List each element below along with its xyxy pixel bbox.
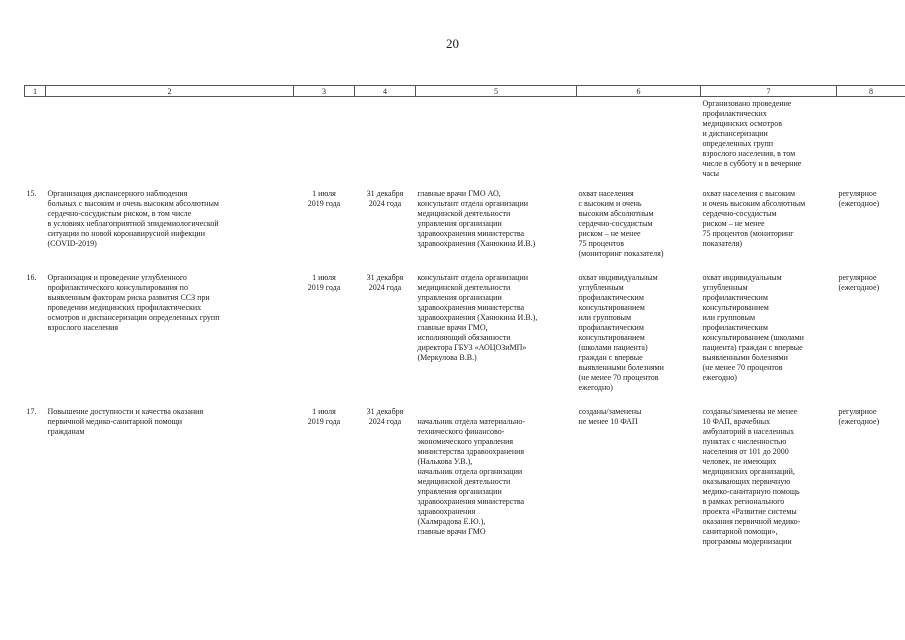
responsible-cell: начальник отдела материально- технического финансово- экономического управления министерства здравоохранения (Налькова У.В.), начальник отдела организации медицинской деятельности управления организации здравоохранения министерства здравоохранения (Халмрадова Е.Ю.), главные врачи ГМО xyxy=(417,417,526,536)
periodicity-cell: регулярное (ежегодное) xyxy=(838,407,880,426)
start-date-cell: 1 июля 2019 года xyxy=(307,273,341,292)
measure-cell: Организация и проведение углубленного профилактического консультирования по выявленным факторам риска развития ССЗ при проведении медицинских профилактических осмотров и диспансеризации определенных групп взрослого населения xyxy=(47,273,220,332)
start-date-cell: 1 июля 2019 года xyxy=(307,189,341,208)
column-header-4: 4 xyxy=(355,86,416,97)
row-number: 16. xyxy=(26,273,37,282)
measure-cell: Повышение доступности и качества оказания первичной медико-санитарной помощи гражданам xyxy=(47,407,204,436)
end-date-cell: 31 декабря 2024 года xyxy=(366,407,404,426)
end-date-cell: 31 декабря 2024 года xyxy=(366,189,404,208)
column-header-3: 3 xyxy=(294,86,355,97)
column-header-2: 2 xyxy=(46,86,294,97)
column-header-1: 1 xyxy=(25,86,46,97)
start-date-cell: 1 июля 2019 года xyxy=(307,407,341,426)
measures-table xyxy=(24,85,905,547)
indicator-cell: охват индивидуальным углубленным профилактическим консультированием или групповым профилактическим консультированием (школами пациента) граждан с впервые выявленными болезнями (не менее 70 процентов ежегодно) xyxy=(578,273,664,392)
responsible-cell: консультант отдела организации медицинской деятельности управления организации здравоохранения министерства здравоохранения (Ханюкина И.В.), главные врачи ГМО, исполняющий обязанности директора ГБУЗ «АОЦОЗиМП» (Меркулова В.В.) xyxy=(417,273,538,362)
indicator-cell: созданы/заменены не менее 10 ФАП xyxy=(578,407,642,426)
responsible-cell: главные врачи ГМО АО, консультант отдела организации медицинской деятельности управления организации здравоохранения министерства здравоохранения (Ханюкина И.В.) xyxy=(417,189,536,248)
indicator-cell: охват населения с высоким и очень высоким абсолютным сердечно-сосудистым риском – не менее 75 процентов (мониторинг показателя) xyxy=(578,189,664,258)
column-header-5: 5 xyxy=(416,86,577,97)
column-header-6: 6 xyxy=(577,86,701,97)
column-numbers-row xyxy=(25,86,905,97)
column-header-7: 7 xyxy=(701,86,837,97)
table-row-continuation xyxy=(25,97,905,188)
result-cell: охват индивидуальным углубленным профилактическим консультированием или групповым профилактическим консультированием (школами пациента) граждан с впервые выявленными болезнями (не менее 70 процентов ежегодно) xyxy=(702,273,804,382)
continuation-result-cell: Организовано проведение профилактических медицинских осмотров и диспансеризации определенных групп взрослого населения, в том числе в субботу и в вечерние часы xyxy=(702,99,802,178)
row-number: 17. xyxy=(26,407,37,416)
periodicity-cell: регулярное (ежегодное) xyxy=(838,189,880,208)
measure-cell: Организация диспансерного наблюдения больных с высоким и очень высоким абсолютным сердечно-сосудистым риском, в том числе в условиях неблагоприятной эпидемиологической ситуации по новой коронавирусной инфекции (COVID-2019) xyxy=(47,189,219,248)
page-number: 20 xyxy=(446,36,459,51)
result-cell: созданы/заменены не менее 10 ФАП, врачебных амбулаторий в населенных пунктах с численностью населения от 101 до 2000 человек, не имеющих медицинских организаций, оказывающих первичную медико-санитарную помощь в рамках регионального проекта «Развитие системы оказания первичной медико- санитарной помощи», программы модернизации xyxy=(702,407,801,546)
end-date-cell: 31 декабря 2024 года xyxy=(366,273,404,292)
table-row xyxy=(25,271,905,405)
column-header-8: 8 xyxy=(837,86,905,97)
periodicity-cell: регулярное (ежегодное) xyxy=(838,273,880,292)
table-row xyxy=(25,405,905,547)
result-cell: охват населения с высоким и очень высоким абсолютным сердечно-сосудистым риском – не менее 75 процентов (мониторинг показателя) xyxy=(702,189,806,248)
table-row xyxy=(25,187,905,271)
row-number: 15. xyxy=(26,189,37,198)
